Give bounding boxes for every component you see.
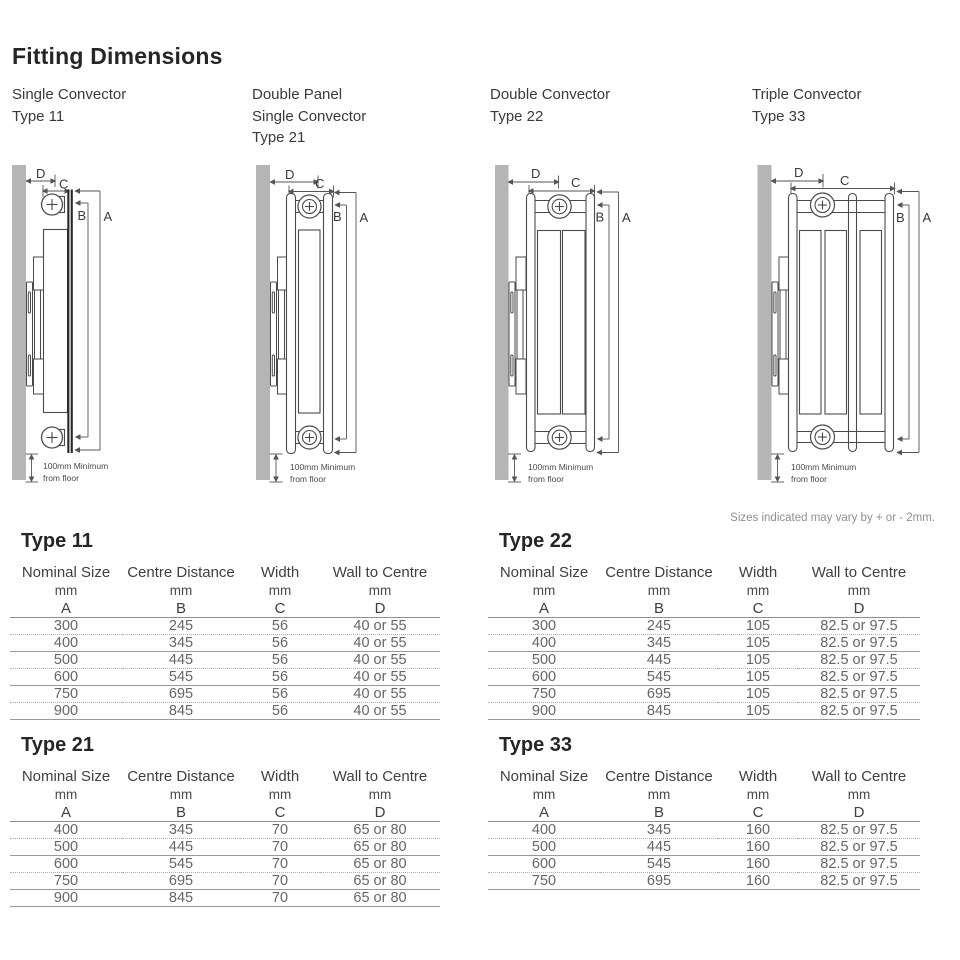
column-letter: A xyxy=(10,598,122,618)
table-cell: 82.5 or 97.5 xyxy=(798,703,920,720)
column-unit: mm xyxy=(169,583,193,598)
product-name-line: Type 21 xyxy=(252,129,306,146)
column-letter: D xyxy=(320,598,440,618)
column-name: Wall to Centre xyxy=(811,768,907,785)
table-row xyxy=(488,856,920,873)
table-cell: 695 xyxy=(122,686,240,703)
table-cell: 70 xyxy=(240,890,320,907)
panel-front xyxy=(527,194,536,452)
table-cell: 445 xyxy=(122,839,240,856)
table-cell: 545 xyxy=(600,669,718,686)
convector-fin xyxy=(538,231,561,415)
column-name: Centre Distance xyxy=(127,768,235,785)
column-name: Centre Distance xyxy=(605,768,713,785)
table-cell: 40 or 55 xyxy=(320,635,440,652)
column-letter: D xyxy=(798,802,920,822)
table-cell: 600 xyxy=(488,669,600,686)
table-cell: 900 xyxy=(10,890,122,907)
column-letter: A xyxy=(10,802,122,822)
table-cell: 82.5 or 97.5 xyxy=(798,652,920,669)
table-cell: 345 xyxy=(122,822,240,839)
table-cell: 105 xyxy=(718,652,798,669)
table-row xyxy=(488,686,920,703)
diagram-type-11 xyxy=(0,160,140,495)
table-cell: 695 xyxy=(122,873,240,890)
table-cell: 105 xyxy=(718,703,798,720)
table-cell: 900 xyxy=(10,703,122,720)
table-cell: 300 xyxy=(488,618,600,635)
convector-fin xyxy=(44,230,68,413)
table-cell: 160 xyxy=(718,822,798,839)
table-row xyxy=(10,686,440,703)
table-cell: 70 xyxy=(240,822,320,839)
column-name: Nominal Size xyxy=(21,564,111,581)
table-cell: 40 or 55 xyxy=(320,686,440,703)
table-cell: 82.5 or 97.5 xyxy=(798,822,920,839)
floor-note-line1: 100mm Minimum xyxy=(791,462,857,472)
table-cell: 400 xyxy=(10,635,122,652)
wall xyxy=(12,165,26,480)
table-row xyxy=(488,652,920,669)
table-row xyxy=(10,652,440,669)
column-name: Wall to Centre xyxy=(332,564,428,581)
table-cell: 82.5 or 97.5 xyxy=(798,839,920,856)
wall-bracket-icon xyxy=(27,257,44,394)
table-title: Type 11 xyxy=(21,530,93,552)
table-cell: 40 or 55 xyxy=(320,618,440,635)
product-heading-type-33 xyxy=(752,84,861,127)
column-unit: mm xyxy=(532,787,556,802)
diagram-type-33 xyxy=(750,160,960,495)
table-cell: 56 xyxy=(240,652,320,669)
radiator-body xyxy=(772,193,894,452)
table-cell: 40 or 55 xyxy=(320,703,440,720)
column-name: Width xyxy=(260,768,300,785)
column-name: Width xyxy=(738,564,778,581)
dim-label-a: A xyxy=(922,210,932,225)
panel-middle xyxy=(849,194,857,452)
table-row xyxy=(488,669,920,686)
product-name-line: Single Convector xyxy=(12,86,127,103)
column-unit: mm xyxy=(368,583,392,598)
table-row xyxy=(488,822,920,839)
panel-front xyxy=(789,194,798,452)
column-unit: mm xyxy=(368,787,392,802)
dim-label-d: D xyxy=(36,166,46,181)
table-cell: 105 xyxy=(718,669,798,686)
table-cell: 65 or 80 xyxy=(320,873,440,890)
floor-note-line1: 100mm Minimum xyxy=(528,462,594,472)
header-row-letter xyxy=(488,802,920,822)
table-cell: 545 xyxy=(600,856,718,873)
column-unit: mm xyxy=(532,583,556,598)
dim-label-b: B xyxy=(595,209,605,225)
table-cell: 56 xyxy=(240,618,320,635)
wall-bracket-icon xyxy=(509,257,526,394)
header-row-letter xyxy=(488,598,920,618)
table-row xyxy=(10,873,440,890)
dim-label-d: D xyxy=(531,166,541,181)
header-row-letter xyxy=(10,802,440,822)
column-unit: mm xyxy=(746,787,770,802)
wall-bracket-icon xyxy=(271,257,288,394)
table-cell: 65 or 80 xyxy=(320,890,440,907)
page-title: Fitting Dimensions xyxy=(12,43,223,70)
table-cell: 65 or 80 xyxy=(320,856,440,873)
table-cell: 345 xyxy=(600,822,718,839)
table-cell: 545 xyxy=(122,669,240,686)
table-cell: 105 xyxy=(718,618,798,635)
column-letter: B xyxy=(122,802,240,822)
table-cell: 82.5 or 97.5 xyxy=(798,618,920,635)
table-cell: 750 xyxy=(488,873,600,890)
panel xyxy=(67,190,72,454)
column-letter: B xyxy=(600,802,718,822)
wall xyxy=(758,165,772,480)
table-cell: 845 xyxy=(122,890,240,907)
column-unit: mm xyxy=(54,583,78,598)
header-row-name xyxy=(10,766,440,785)
table-cell: 400 xyxy=(488,635,600,652)
floor-note-line2: from floor xyxy=(290,474,326,484)
column-letter: B xyxy=(122,598,240,618)
convector-fin xyxy=(563,231,586,415)
table-cell: 500 xyxy=(10,652,122,669)
dimensions-table xyxy=(488,766,920,890)
product-name-line: Type 11 xyxy=(12,107,65,125)
product-name-line: Type 33 xyxy=(752,107,806,125)
floor-note-line1: 100mm Minimum xyxy=(43,461,109,471)
table-row xyxy=(10,856,440,873)
convector-fin xyxy=(800,231,822,415)
panel-front xyxy=(287,194,296,454)
column-letter: A xyxy=(488,598,600,618)
table-cell: 400 xyxy=(10,822,122,839)
column-letter: D xyxy=(320,802,440,822)
table-cell: 245 xyxy=(600,618,718,635)
table-row xyxy=(10,618,440,635)
dim-label-c: C xyxy=(315,176,325,191)
table-cell: 70 xyxy=(240,839,320,856)
floor-note-line2: from floor xyxy=(791,474,827,484)
column-unit: mm xyxy=(169,787,193,802)
dim-label-d: D xyxy=(794,165,804,180)
dim-label-d: D xyxy=(285,167,295,182)
column-name: Wall to Centre xyxy=(811,564,907,581)
table-cell: 445 xyxy=(600,652,718,669)
table-cell: 82.5 or 97.5 xyxy=(798,856,920,873)
table-cell: 750 xyxy=(488,686,600,703)
table-row xyxy=(10,703,440,720)
column-name: Width xyxy=(738,768,778,785)
table-block-type-21 xyxy=(10,734,440,907)
column-letter: A xyxy=(488,802,600,822)
table-block-type-33 xyxy=(488,734,920,890)
header-row-name xyxy=(10,562,440,581)
table-cell: 750 xyxy=(10,686,122,703)
column-letter: B xyxy=(600,598,718,618)
dim-label-a: A xyxy=(103,209,113,224)
table-cell: 56 xyxy=(240,686,320,703)
panel-back xyxy=(586,194,595,452)
table-cell: 750 xyxy=(10,873,122,890)
table-cell: 900 xyxy=(488,703,600,720)
panel-back xyxy=(885,194,894,452)
column-unit: mm xyxy=(746,583,770,598)
column-name: Centre Distance xyxy=(127,564,235,581)
product-name-line: Type 22 xyxy=(490,107,544,125)
table-cell: 56 xyxy=(240,635,320,652)
table-cell: 600 xyxy=(10,669,122,686)
table-cell: 105 xyxy=(718,686,798,703)
radiator-body xyxy=(271,194,333,454)
floor-note-line2: from floor xyxy=(43,473,79,483)
table-cell: 445 xyxy=(600,839,718,856)
table-cell: 845 xyxy=(600,703,718,720)
table-cell: 40 or 55 xyxy=(320,669,440,686)
table-cell: 160 xyxy=(718,839,798,856)
column-letter: C xyxy=(240,802,320,822)
column-letter: D xyxy=(798,598,920,618)
table-cell: 400 xyxy=(488,822,600,839)
header-row-letter xyxy=(10,598,440,618)
table-row xyxy=(10,635,440,652)
column-unit: mm xyxy=(268,583,292,598)
convector-fin xyxy=(860,231,882,415)
product-name-line: Double Convector xyxy=(490,86,611,103)
product-name-line: Single Convector xyxy=(252,107,367,125)
column-name: Wall to Centre xyxy=(332,768,428,785)
table-cell: 70 xyxy=(240,873,320,890)
radiator-body xyxy=(509,194,595,452)
table-cell: 500 xyxy=(488,839,600,856)
table-cell: 500 xyxy=(488,652,600,669)
convector-fin xyxy=(299,230,321,413)
table-cell: 600 xyxy=(10,856,122,873)
table-row xyxy=(10,839,440,856)
table-cell: 82.5 or 97.5 xyxy=(798,669,920,686)
column-name: Centre Distance xyxy=(605,564,713,581)
table-block-type-11 xyxy=(10,530,440,720)
column-name: Width xyxy=(260,564,300,581)
table-cell: 345 xyxy=(600,635,718,652)
column-name: Nominal Size xyxy=(499,564,589,581)
table-cell: 545 xyxy=(122,856,240,873)
table-row xyxy=(10,822,440,839)
table-row xyxy=(10,890,440,907)
table-title: Type 21 xyxy=(21,734,94,756)
table-row xyxy=(488,873,920,890)
table-row xyxy=(488,635,920,652)
column-letter: C xyxy=(240,598,320,618)
dim-label-c: C xyxy=(59,176,69,192)
table-cell: 600 xyxy=(488,856,600,873)
table-cell: 445 xyxy=(122,652,240,669)
header-row-name xyxy=(488,766,920,785)
diagram-type-21 xyxy=(245,160,395,495)
dim-label-c: C xyxy=(571,175,581,190)
panel-back xyxy=(324,194,333,454)
table-cell: 695 xyxy=(600,873,718,890)
convector-fin xyxy=(825,231,847,415)
column-unit: mm xyxy=(268,787,292,802)
column-letter: C xyxy=(718,598,798,618)
header-row-unit xyxy=(10,785,440,802)
dim-label-b: B xyxy=(77,208,87,223)
wall-bracket-icon xyxy=(772,257,789,394)
column-name: Nominal Size xyxy=(21,768,111,785)
column-name: Nominal Size xyxy=(499,768,589,785)
dim-label-c: C xyxy=(840,173,850,188)
table-cell: 82.5 or 97.5 xyxy=(798,686,920,703)
column-unit: mm xyxy=(847,787,871,802)
product-heading-type-22 xyxy=(490,84,610,127)
header-row-unit xyxy=(488,581,920,598)
table-cell: 70 xyxy=(240,856,320,873)
header-row-unit xyxy=(488,785,920,802)
table-cell: 65 or 80 xyxy=(320,839,440,856)
radiator-body xyxy=(27,194,68,448)
table-row xyxy=(10,669,440,686)
column-unit: mm xyxy=(647,787,671,802)
wall xyxy=(256,165,270,480)
dim-label-a: A xyxy=(622,210,631,225)
header-row-unit xyxy=(10,581,440,598)
table-title: Type 22 xyxy=(499,530,572,552)
column-unit: mm xyxy=(54,787,78,802)
table-cell: 56 xyxy=(240,703,320,720)
table-cell: 160 xyxy=(718,856,798,873)
table-cell: 300 xyxy=(10,618,122,635)
wall xyxy=(495,165,509,480)
floor-note-line1: 100mm Minimum xyxy=(290,462,356,472)
table-cell: 56 xyxy=(240,669,320,686)
dimensions-table xyxy=(488,562,920,720)
table-cell: 65 or 80 xyxy=(320,822,440,839)
table-cell: 845 xyxy=(122,703,240,720)
column-unit: mm xyxy=(847,583,871,598)
table-title: Type 33 xyxy=(499,734,572,756)
column-letter: C xyxy=(718,802,798,822)
table-cell: 40 or 55 xyxy=(320,652,440,669)
table-cell: 695 xyxy=(600,686,718,703)
dimensions-table xyxy=(10,562,440,720)
table-cell: 160 xyxy=(718,873,798,890)
column-unit: mm xyxy=(647,583,671,598)
product-heading-type-11 xyxy=(12,84,126,127)
table-cell: 345 xyxy=(122,635,240,652)
product-name-line: Triple Convector xyxy=(752,86,862,103)
variance-note: Sizes indicated may vary by + or - 2mm. xyxy=(730,512,935,524)
product-name-line: Double Panel xyxy=(252,86,343,103)
table-cell: 82.5 or 97.5 xyxy=(798,635,920,652)
table-cell: 245 xyxy=(122,618,240,635)
product-heading-type-21 xyxy=(252,84,366,149)
table-row xyxy=(488,839,920,856)
header-row-name xyxy=(488,562,920,581)
dimensions-table xyxy=(10,766,440,907)
diagram-type-22 xyxy=(485,160,650,495)
table-block-type-22 xyxy=(488,530,920,720)
table-row xyxy=(488,618,920,635)
table-row xyxy=(488,703,920,720)
table-cell: 500 xyxy=(10,839,122,856)
table-cell: 105 xyxy=(718,635,798,652)
table-cell: 82.5 or 97.5 xyxy=(798,873,920,890)
dim-label-b: B xyxy=(896,210,905,225)
dim-label-b: B xyxy=(333,209,342,224)
floor-note-line2: from floor xyxy=(528,474,564,484)
dim-label-a: A xyxy=(359,210,369,225)
